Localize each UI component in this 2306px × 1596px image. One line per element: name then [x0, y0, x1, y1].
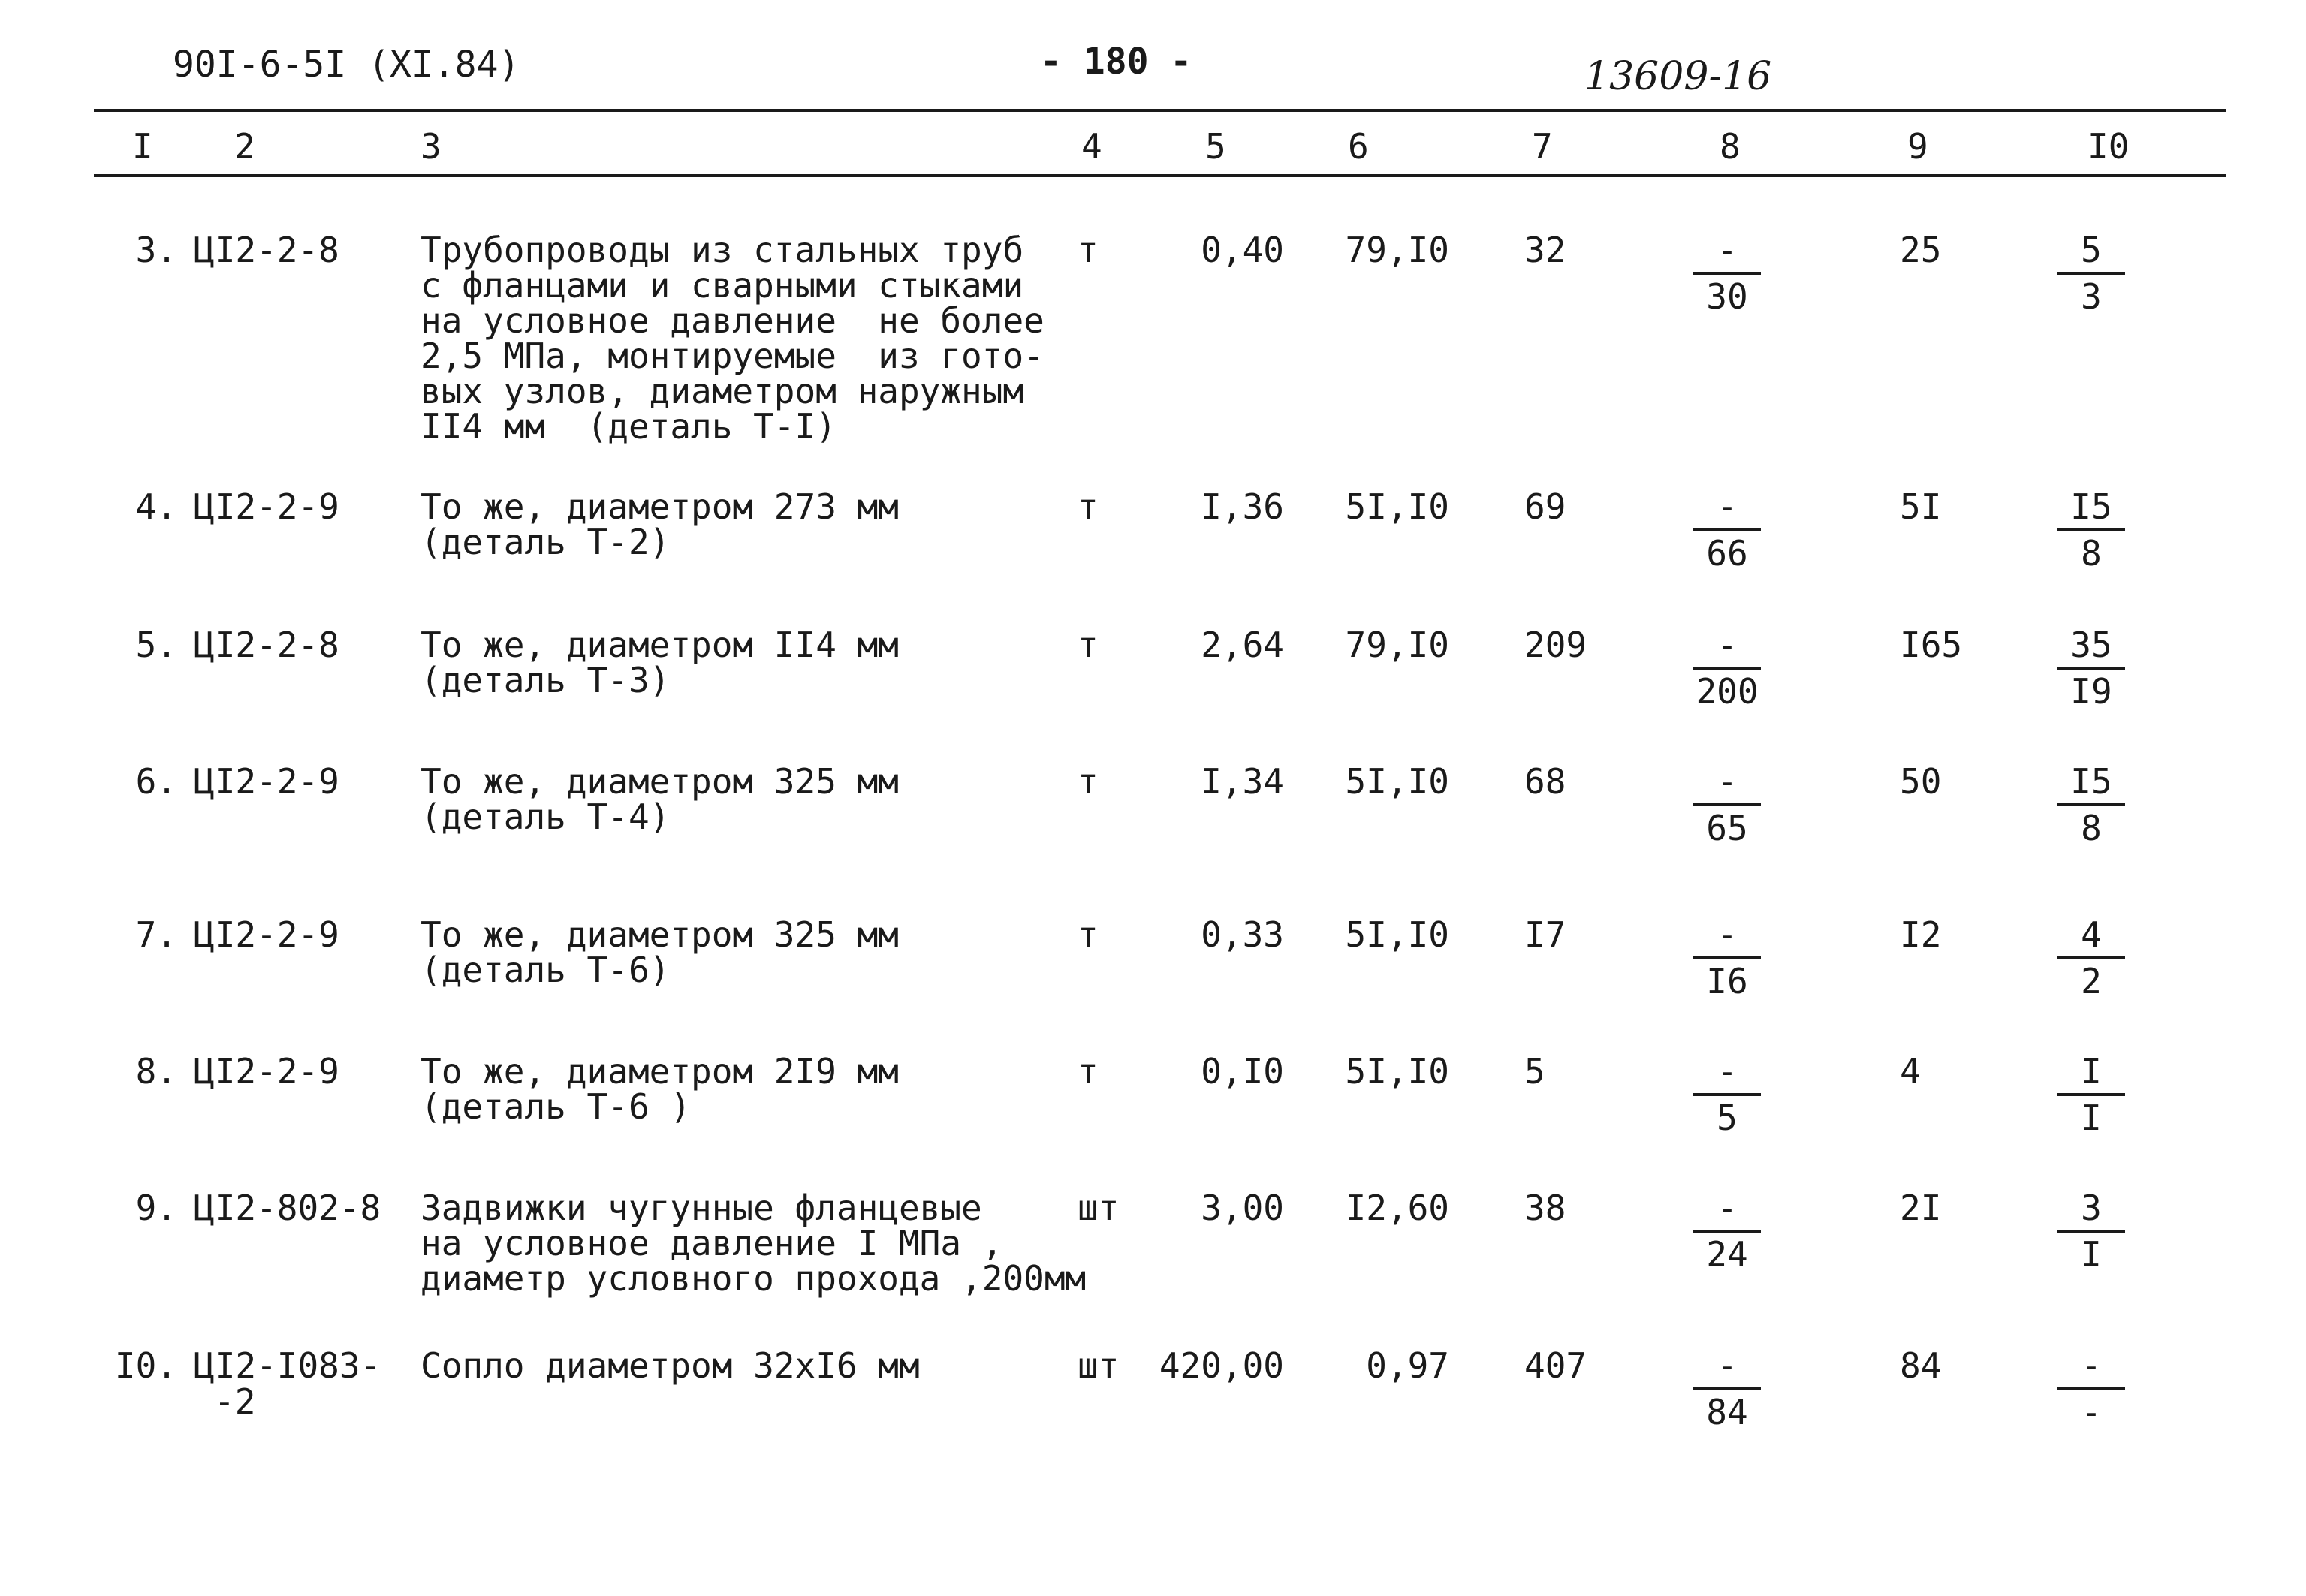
total-cost: 68 [1524, 761, 1566, 802]
fraction-bar [1693, 1093, 1761, 1096]
rate-code: ЦI2-I083- [194, 1345, 381, 1386]
rate-code-continuation: -2 [214, 1381, 256, 1422]
row-number: 4. [135, 486, 177, 527]
description-line: (деталь Т-4) [421, 796, 671, 837]
fraction-bar [2057, 1230, 2125, 1233]
column-8-top: - [1717, 230, 1738, 270]
total-cost: 209 [1524, 625, 1587, 665]
fraction-bar [2057, 667, 2125, 670]
description-line: То же, диаметром II4 мм [421, 625, 899, 665]
description-line: (деталь Т-6 ) [421, 1086, 692, 1127]
work-description [421, 1188, 1087, 1299]
column-8-bottom: 200 [1696, 671, 1759, 712]
column-10-top: 35 [2070, 625, 2112, 665]
column-10-top: 5 [2081, 230, 2102, 270]
work-description [421, 1051, 899, 1127]
unit-price: 79,I0 [1345, 230, 1449, 270]
column-header-4: 4 [1081, 126, 1102, 167]
description-line: Трубопроводы из стальных труб [421, 230, 1024, 270]
quantity: I,36 [1201, 486, 1284, 527]
column-8-bottom: I6 [1706, 961, 1748, 1001]
column-9-value: 4 [1900, 1051, 1921, 1092]
column-8-fraction [1686, 230, 1768, 317]
column-8-top: - [1717, 761, 1738, 802]
total-cost: 407 [1524, 1345, 1587, 1386]
column-10-bottom: I [2081, 1234, 2102, 1275]
column-8-fraction [1686, 1188, 1768, 1275]
column-10-bottom: 3 [2081, 276, 2102, 317]
fraction-bar [1693, 956, 1761, 959]
work-description [421, 625, 899, 700]
column-8-fraction [1686, 625, 1768, 712]
column-8-bottom: 5 [1717, 1098, 1738, 1138]
rate-code: ЦI2-2-8 [194, 625, 339, 665]
work-description [421, 230, 1044, 447]
unit-price: 5I,I0 [1345, 914, 1449, 955]
description-line: То же, диаметром 2I9 мм [421, 1051, 899, 1092]
column-9-value: 25 [1900, 230, 1942, 270]
total-cost: 69 [1524, 486, 1566, 527]
column-10-bottom: I [2081, 1098, 2102, 1138]
column-header-6: 6 [1348, 126, 1369, 167]
description-line: Задвижки чугунные фланцевые [421, 1188, 982, 1228]
row-number: 7. [135, 914, 177, 955]
column-8-fraction [1686, 761, 1768, 848]
column-8-top: - [1717, 486, 1738, 527]
total-cost: I7 [1524, 914, 1566, 955]
description-line: (деталь Т-2) [421, 522, 671, 562]
row-number: 5. [135, 625, 177, 665]
column-10-fraction [2050, 1188, 2133, 1275]
unit-price: 5I,I0 [1345, 486, 1449, 527]
column-8-fraction [1686, 1051, 1768, 1138]
column-10-fraction [2050, 1051, 2133, 1138]
work-description [421, 486, 899, 562]
column-header-3: 3 [421, 126, 442, 167]
work-description [421, 914, 899, 990]
column-10-top: 3 [2081, 1188, 2102, 1228]
column-header-8: 8 [1720, 126, 1741, 167]
row-number: 6. [135, 761, 177, 802]
page-number: - 180 - [1040, 41, 1192, 83]
description-line: вых узлов, диаметром наружным [421, 371, 1024, 411]
row-number: 3. [135, 230, 177, 270]
row-number: 8. [135, 1051, 177, 1092]
work-description [421, 1345, 920, 1386]
row-number: 9. [135, 1188, 177, 1228]
rate-code: ЦI2-2-9 [194, 761, 339, 802]
fraction-bar [2057, 803, 2125, 806]
total-cost: 5 [1524, 1051, 1545, 1092]
column-header-7: 7 [1532, 126, 1553, 167]
description-line: диаметр условного прохода ,200мм [421, 1258, 1087, 1299]
column-9-value: 2I [1900, 1188, 1942, 1228]
column-9-value: 50 [1900, 761, 1942, 802]
column-9-value: 5I [1900, 486, 1942, 527]
column-8-fraction [1686, 486, 1768, 574]
row-number: I0. [114, 1345, 177, 1386]
column-10-bottom: 8 [2081, 808, 2102, 848]
fraction-bar [1693, 803, 1761, 806]
column-8-top: - [1717, 625, 1738, 665]
quantity: I,34 [1201, 761, 1284, 802]
fraction-bar [2057, 1093, 2125, 1096]
rate-code: ЦI2-2-9 [194, 486, 339, 527]
description-line: Сопло диаметром 32хI6 мм [421, 1345, 920, 1386]
column-9-value: I65 [1900, 625, 1963, 665]
column-8-fraction [1686, 1345, 1768, 1432]
unit: шт [1078, 1188, 1120, 1228]
fraction-bar [2057, 272, 2125, 275]
unit: т [1078, 486, 1099, 527]
column-10-bottom: I9 [2070, 671, 2112, 712]
unit: шт [1078, 1345, 1120, 1386]
unit-price: 79,I0 [1345, 625, 1449, 665]
column-10-fraction [2050, 486, 2133, 574]
unit-price: 5I,I0 [1345, 761, 1449, 802]
total-cost: 32 [1524, 230, 1566, 270]
document-code: 90I-6-5I (XI.84) [173, 44, 520, 86]
unit: т [1078, 625, 1099, 665]
column-10-bottom: 2 [2081, 961, 2102, 1001]
description-line: на условное давление I МПа , [421, 1223, 1003, 1263]
description-line: (деталь Т-3) [421, 660, 671, 700]
work-description [421, 761, 899, 837]
top-rule [94, 109, 2226, 112]
column-8-bottom: 84 [1706, 1392, 1748, 1432]
quantity: 0,I0 [1201, 1051, 1284, 1092]
column-8-top: - [1717, 1345, 1738, 1386]
fraction-bar [1693, 1230, 1761, 1233]
column-10-fraction [2050, 625, 2133, 712]
column-header-9: 9 [1907, 126, 1928, 167]
fraction-bar [1693, 272, 1761, 275]
rate-code: ЦI2-2-9 [194, 914, 339, 955]
quantity: 0,40 [1201, 230, 1284, 270]
column-10-fraction [2050, 230, 2133, 317]
description-line: II4 мм (деталь Т-I) [421, 406, 836, 447]
description-line: То же, диаметром 273 мм [421, 486, 899, 527]
column-8-top: - [1717, 914, 1738, 955]
description-line: То же, диаметром 325 мм [421, 914, 899, 955]
quantity: 2,64 [1201, 625, 1284, 665]
fraction-bar [1693, 1387, 1761, 1390]
fraction-bar [2057, 956, 2125, 959]
column-8-bottom: 66 [1706, 533, 1748, 574]
column-8-bottom: 65 [1706, 808, 1748, 848]
column-8-bottom: 24 [1706, 1234, 1748, 1275]
column-10-top: I [2081, 1051, 2102, 1092]
total-cost: 38 [1524, 1188, 1566, 1228]
column-10-top: - [2081, 1345, 2102, 1386]
column-8-fraction [1686, 914, 1768, 1001]
header-bottom-rule [94, 174, 2226, 177]
quantity: 0,33 [1201, 914, 1284, 955]
unit-price: 0,97 [1366, 1345, 1449, 1386]
quantity: 3,00 [1201, 1188, 1284, 1228]
column-10-fraction [2050, 761, 2133, 848]
column-10-top: I5 [2070, 486, 2112, 527]
quantity: 420,00 [1159, 1345, 1284, 1386]
unit: т [1078, 761, 1099, 802]
archive-number: 13609-16 [1584, 54, 1772, 99]
column-10-top: I5 [2070, 761, 2112, 802]
unit: т [1078, 1051, 1099, 1092]
fraction-bar [2057, 1387, 2125, 1390]
unit: т [1078, 230, 1099, 270]
column-9-value: 84 [1900, 1345, 1942, 1386]
description-line: с фланцами и сварными стыками [421, 265, 1024, 306]
column-10-top: 4 [2081, 914, 2102, 955]
fraction-bar [1693, 528, 1761, 531]
description-line: (деталь Т-6) [421, 950, 671, 990]
rate-code: ЦI2-2-8 [194, 230, 339, 270]
column-10-bottom: 8 [2081, 533, 2102, 574]
column-header-5: 5 [1205, 126, 1226, 167]
column-8-bottom: 30 [1706, 276, 1748, 317]
column-10-bottom: - [2081, 1392, 2102, 1432]
column-header-2: 2 [234, 126, 255, 167]
description-line: 2,5 МПа, монтируемые из гото- [421, 336, 1044, 376]
rate-code: ЦI2-2-9 [194, 1051, 339, 1092]
column-header-1: I [132, 126, 153, 167]
unit-price: I2,60 [1345, 1188, 1449, 1228]
description-line: То же, диаметром 325 мм [421, 761, 899, 802]
column-header-10: I0 [2087, 126, 2130, 167]
column-8-top: - [1717, 1051, 1738, 1092]
column-9-value: I2 [1900, 914, 1942, 955]
column-8-top: - [1717, 1188, 1738, 1228]
unit: т [1078, 914, 1099, 955]
description-line: на условное давление не более [421, 300, 1044, 341]
column-10-fraction [2050, 1345, 2133, 1432]
fraction-bar [1693, 667, 1761, 670]
fraction-bar [2057, 528, 2125, 531]
column-10-fraction [2050, 914, 2133, 1001]
unit-price: 5I,I0 [1345, 1051, 1449, 1092]
rate-code: ЦI2-802-8 [194, 1188, 381, 1228]
